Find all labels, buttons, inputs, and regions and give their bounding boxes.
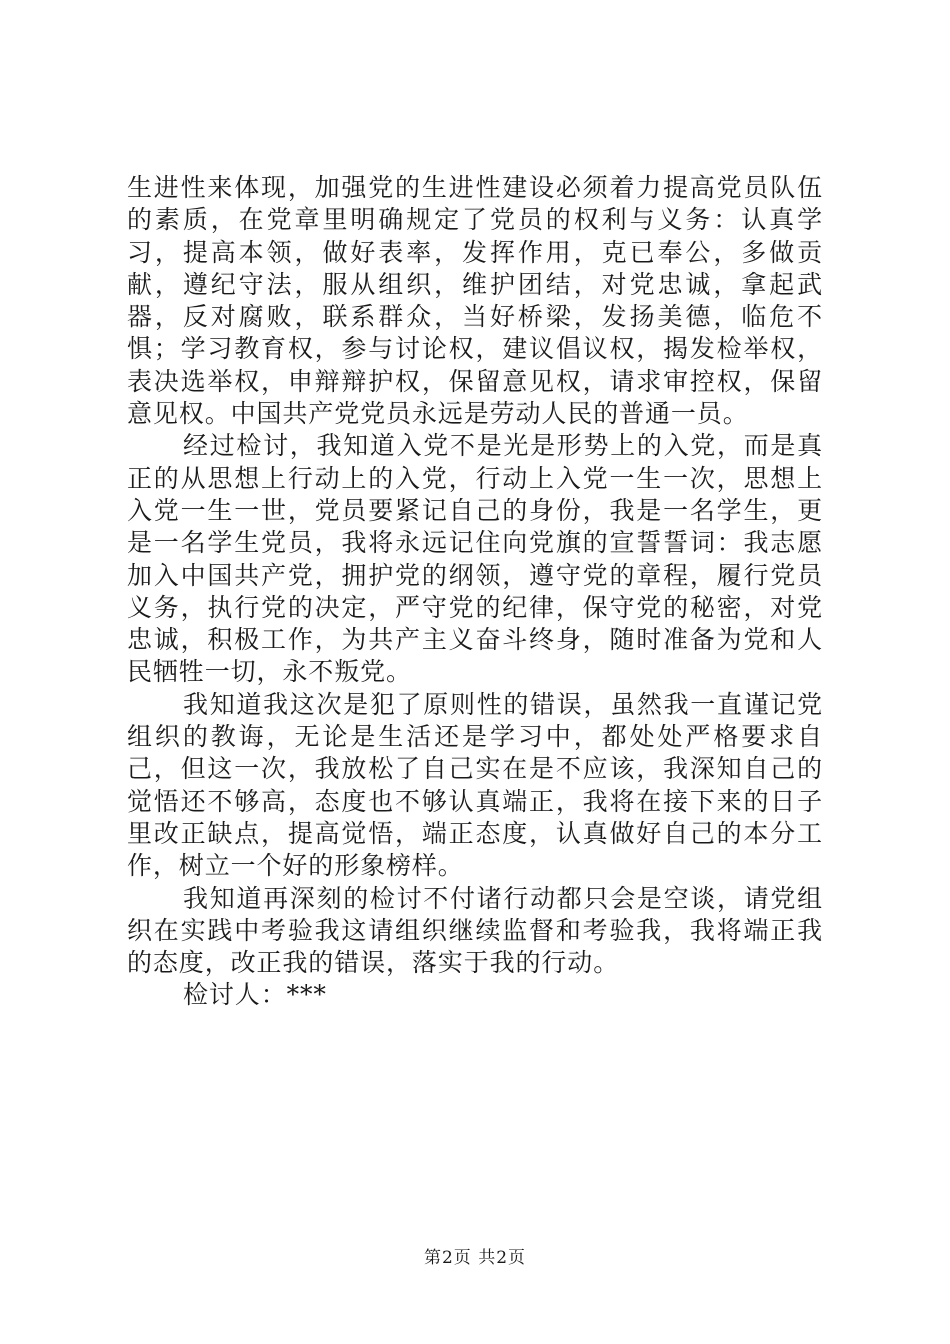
page-footer: 第2页 共2页 — [423, 1248, 527, 1268]
signature-line: 检讨人：*** — [183, 980, 327, 1010]
paragraph-commitment: 我知道再深刻的检讨不付诸行动都只会是空谈，请党组织在实践中考验我这请组织继续监督和考验我，我将端正我的态度，改正我的错误，落实于我的行动。 — [127, 883, 823, 978]
paragraph-review: 经过检讨，我知道入党不是光是形势上的入党，而是真正的从思想上行动上的入党，行动上入党一生一次，思想上入党一生一世，党员要紧记自己的身份，我是一名学生，更是一名学生党员，我将永远记住向党旗的宣誓誓词：我志愿加入中国共产党，拥护党的纲领，遵守党的章程，履行党员义务，执行党的决定，严守党的纪律，保守党的秘密，对党忠诚，积极工作，为共产主义奋斗终身，随时准备为党和人民牺牲一切，永不叛党。 — [127, 431, 823, 687]
document-body — [127, 172, 823, 1012]
paragraph-continued: 生进性来体现，加强党的生进性建设必须着力提高党员队伍的素质，在党章里明确规定了党员的权利与义务：认真学习，提高本领，做好表率，发挥作用，克已奉公，多做贡献，遵纪守法，服从组织，维护团结，对党忠诚，拿起武器，反对腐败，联系群众，当好桥梁，发扬美德，临危不惧；学习教育权，参与讨论权，建议倡议权，揭发检举权，表决选举权，申辩辩护权，保留意见权，请求审控权，保留意见权。中国共产党党员永远是劳动人民的普通一员。 — [127, 173, 823, 429]
paragraph-mistake: 我知道我这次是犯了原则性的错误，虽然我一直谨记党组织的教诲，无论是生活还是学习中，都处处严格要求自己，但这一次，我放松了自己实在是不应该，我深知自己的觉悟还不够高，态度也不够认真端正，我将在接下来的日子里改正缺点，提高觉悟，端正态度，认真做好自己的本分工作，树立一个好的形象榜样。 — [127, 689, 823, 881]
